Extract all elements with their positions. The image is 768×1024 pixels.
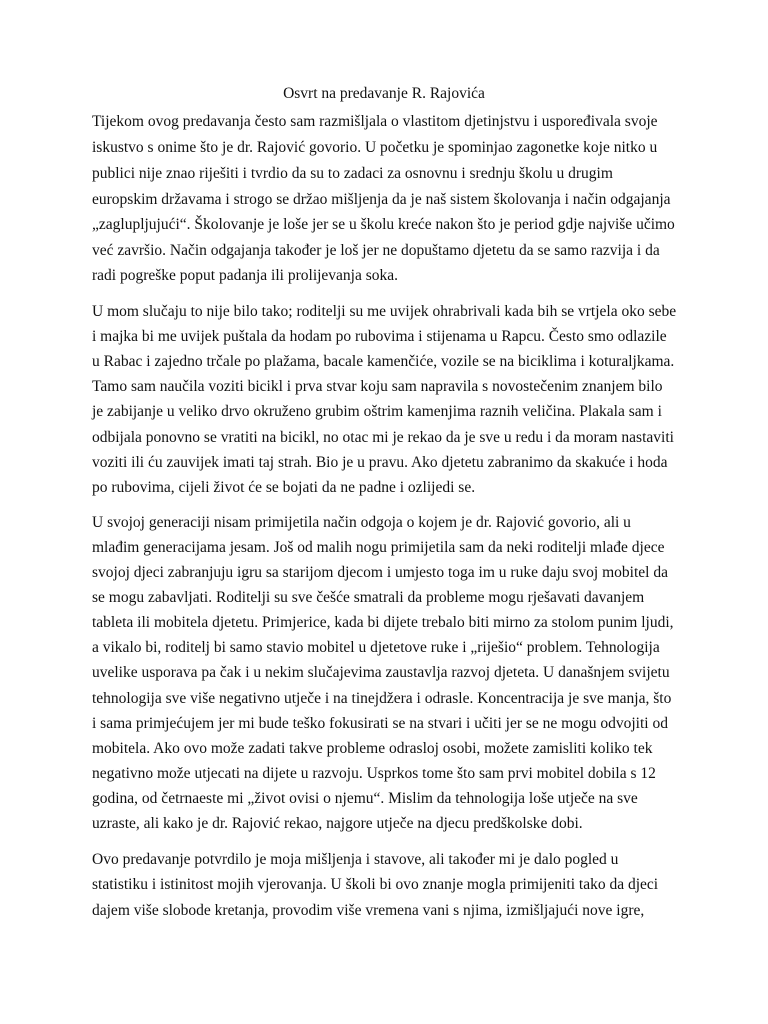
text-line: već završio. Način odgajanja također je loš jer ne dopuštamo djetetu da se samo razvija i da: [92, 242, 660, 259]
text-line: dajem više slobode kretanja, provodim više vremena vani s njima, izmišljajući nove igre,: [92, 902, 645, 919]
text-line: po rubovima, cijeli život će se bojati da ne padne i ozlijedi se.: [92, 479, 476, 496]
text-line: odbijala ponovno se vratiti na bicikl, no otac mi je rekao da je sve u redu i da moram nastaviti: [92, 429, 674, 446]
text-line: mobitela. Ako ovo može zadati takve probleme odrasloj osobi, možete zamisliti koliko tek: [92, 740, 653, 757]
text-line: Ovo predavanje potvrdilo je moja mišljenja i stavove, ali također mi je dalo pogled u: [92, 851, 619, 868]
text-line: Tijekom ovog predavanja često sam razmišljala o vlastitom djetinjstvu i uspoređivala svoje: [92, 113, 658, 130]
text-line: iskustvo s onime što je dr. Rajović govorio. U početku je spominjao zagonetke koje nitko u: [92, 139, 658, 156]
document-title: Osvrt na predavanje R. Rajovića: [283, 85, 485, 102]
text-line: statistiku i istinitost mojih vjerovanja. U školi bi ovo znanje mogla primijeniti tako da djeci: [92, 876, 659, 893]
text-line: i sama primjećujem jer mi bude teško fokusirati se na stvari i učiti jer se ne mogu odvojiti od: [92, 715, 668, 732]
text-line: je zabijanje u veliko drvo okruženo grubim oštrim kamenjima raznih veličina. Plakala sam i: [92, 403, 662, 420]
text-line: svojoj djeci zabranjuju igru sa starijom djecom i umjesto toga im u ruke daju svoj mobitel da: [92, 564, 668, 581]
text-line: Tamo sam naučila voziti bicikl i prva stvar koju sam napravila s novostečenim znanjem bilo: [92, 378, 663, 395]
text-line: se mogu zabavljati. Roditelji su sve češće smatrali da probleme mogu rješavati davanjem: [92, 589, 645, 606]
text-line: mlađim generacijama jesam. Još od malih nogu primijetila sam da neki roditelji mlađe djece: [92, 539, 665, 556]
text-line: uvelike usporava pa čak i u nekim slučajevima zaustavlja razvoj djeteta. U današnjem svijetu: [92, 664, 670, 681]
text-line: „zaglupljujući“. Školovanje je loše jer se u školu kreće nakon što je period gdje najviše učimo: [92, 216, 675, 233]
text-line: tableta ili mobitela djetetu. Primjerice, kada bi dijete trebalo biti mirno za stolom punim ljudi,: [92, 614, 674, 631]
text-line: i majka bi me uvijek puštala da hodam po rubovima i stijenama u Rapcu. Često smo odlazile: [92, 328, 667, 345]
text-line: radi pogreške poput padanja ili prolijevanja soka.: [92, 267, 399, 284]
text-line: tehnologija sve više negativno utječe i na tinejdžera i odrasle. Koncentracija je sve manja, što: [92, 690, 672, 707]
text-line: a vikalo bi, roditelj bi samo stavio mobitel u djetetove ruke i „riješio“ problem. Tehnologija: [92, 639, 660, 656]
text-line: uzraste, ali kako je dr. Rajović rekao, najgore utječe na djecu predškolske dobi.: [92, 815, 583, 832]
text-line: negativno može utjecati na dijete u razvoju. Usprkos tome što sam prvi mobitel dobila s 12: [92, 765, 656, 782]
text-line: U svojoj generaciji nisam primijetila način odgoja o kojem je dr. Rajović govorio, ali u: [92, 514, 631, 531]
text-line: u Rabac i zajedno trčale po plažama, bacale kamenčiće, vozile se na biciklima i koturaljkama.: [92, 353, 675, 370]
text-line: voziti ili ću zauvijek imati taj strah. Bio je u pravu. Ako djetetu zabranimo da skakuće i hoda: [92, 454, 668, 471]
text-line: europskim državama i strogo se držao mišljenja da je naš sistem školovanja i način odgajanja: [92, 191, 671, 208]
text-line: godina, od četrnaeste mi „život ovisi o njemu“. Mislim da tehnologija loše utječe na sve: [92, 790, 638, 807]
text-line: U mom slučaju to nije bilo tako; roditelji su me uvijek ohrabrivali kada bih se vrtjela oko sebe: [92, 303, 677, 320]
text-line: publici nije znao riješiti i tvrdio da su to zadaci za osnovnu i srednju školu u drugim: [92, 165, 613, 182]
